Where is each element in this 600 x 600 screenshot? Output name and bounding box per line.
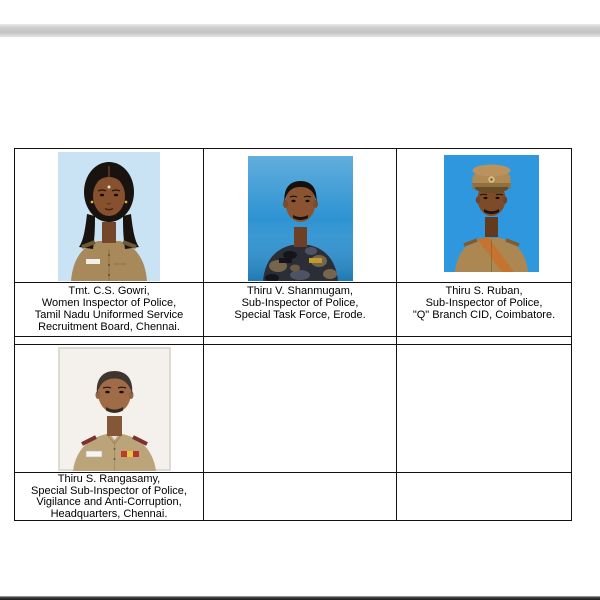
photo-cell-ruban <box>397 149 571 283</box>
portrait-photo-ruban <box>444 155 539 272</box>
caption-line: Vigilance and Anti-Corruption, <box>36 496 182 508</box>
bottom-edge-bar <box>0 596 600 600</box>
caption-line: Thiru S. Rangasamy, <box>57 473 161 485</box>
viewer-top-divider-bar <box>0 24 600 37</box>
caption-cell-rangasamy <box>15 473 204 520</box>
spacer-cell <box>204 337 397 345</box>
caption-line: Women Inspector of Police, <box>41 297 177 309</box>
photo-cell-gowri <box>15 149 204 283</box>
caption-line: Special Task Force, Erode. <box>234 309 366 321</box>
spacer-cell <box>397 337 571 345</box>
caption-cell-ruban <box>397 283 571 337</box>
caption-line: Sub-Inspector of Police, <box>241 297 359 309</box>
caption-line: Recruitment Board, Chennai. <box>38 321 180 333</box>
empty-photo-cell <box>204 345 397 473</box>
caption-line: Sub-Inspector of Police, <box>425 297 543 309</box>
portrait-photo-rangasamy <box>58 347 171 471</box>
caption-cell-shanmugam <box>204 283 397 337</box>
portrait-photo-shanmugam <box>248 156 353 281</box>
caption-line: "Q" Branch CID, Coimbatore. <box>412 309 556 321</box>
photo-cell-rangasamy <box>15 345 204 473</box>
officers-photo-table <box>14 148 572 521</box>
empty-caption-cell <box>397 473 571 520</box>
empty-photo-cell <box>397 345 571 473</box>
empty-caption-cell <box>204 473 397 520</box>
caption-line: Thiru S. Ruban, <box>445 285 523 297</box>
caption-line: Thiru V. Shanmugam, <box>247 285 353 297</box>
caption-line: Special Sub-Inspector of Police, <box>31 484 187 497</box>
portrait-photo-gowri <box>58 152 160 281</box>
caption-cell-gowri <box>15 283 204 337</box>
caption-line: Headquarters, Chennai. <box>50 507 168 520</box>
caption-line: Tamil Nadu Uniformed Service <box>34 309 184 321</box>
photo-cell-shanmugam <box>204 149 397 283</box>
caption-line: Tmt. C.S. Gowri, <box>68 285 150 297</box>
spacer-cell <box>15 337 204 345</box>
